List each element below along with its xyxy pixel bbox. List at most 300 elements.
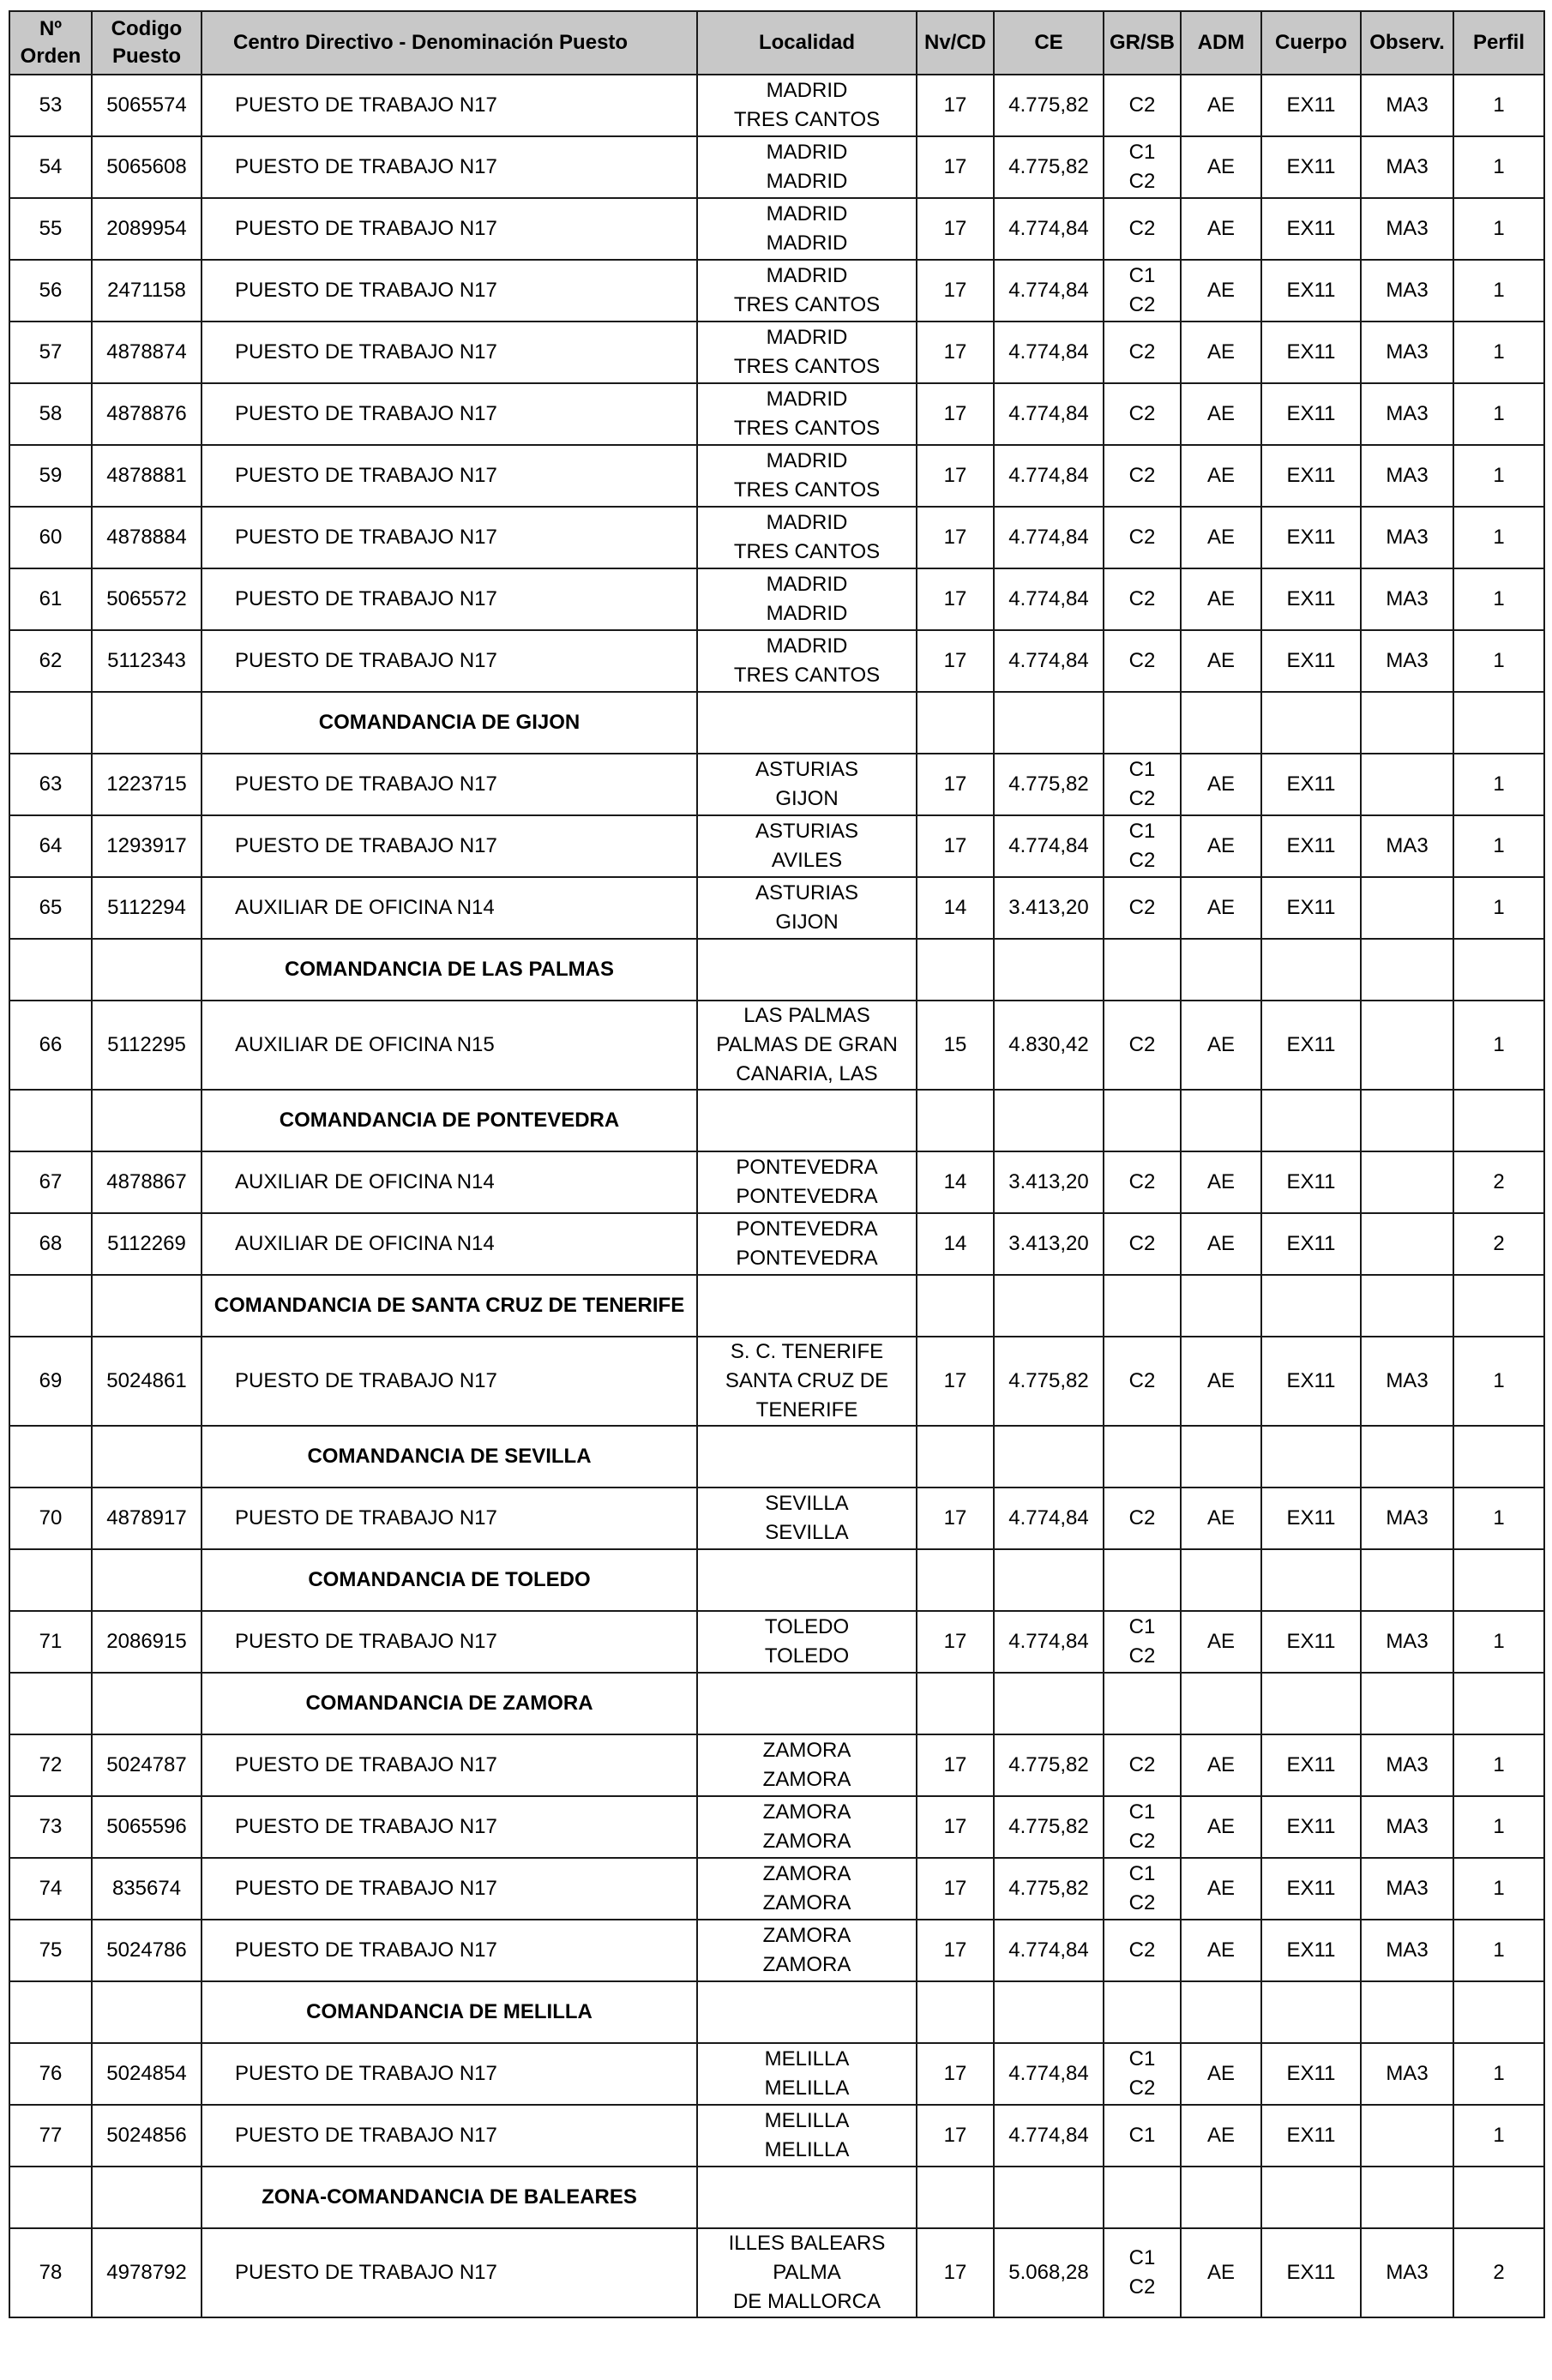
table-row bbox=[9, 445, 1544, 507]
cell-observ: MA3 bbox=[1361, 630, 1453, 692]
grsb-line: C2 bbox=[1128, 170, 1156, 193]
cell-denominacion: PUESTO DE TRABAJO N17 bbox=[202, 322, 697, 383]
empty-cell bbox=[1453, 1673, 1544, 1734]
table-row bbox=[9, 1337, 1544, 1426]
cell-ce: 4.774,84 bbox=[994, 1611, 1104, 1673]
cell-observ: MA3 bbox=[1361, 1858, 1453, 1920]
cell-grsb bbox=[1104, 136, 1181, 198]
cell-grsb bbox=[1104, 75, 1181, 136]
cell-ce: 4.775,82 bbox=[994, 136, 1104, 198]
cell-codigo: 4978792 bbox=[92, 2228, 202, 2317]
cell-codigo: 4878884 bbox=[92, 507, 202, 568]
col-header-cuerpo: Cuerpo bbox=[1261, 11, 1361, 75]
cell-observ bbox=[1361, 1001, 1453, 1090]
cell-localidad bbox=[697, 2228, 917, 2317]
cell-adm: AE bbox=[1181, 1734, 1261, 1796]
cell-grsb bbox=[1104, 198, 1181, 260]
cell-ce: 4.774,84 bbox=[994, 568, 1104, 630]
cell-denominacion: PUESTO DE TRABAJO N17 bbox=[202, 260, 697, 322]
empty-cell bbox=[1181, 1426, 1261, 1488]
localidad-line: ZAMORA bbox=[762, 1953, 851, 1976]
section-row bbox=[9, 1549, 1544, 1611]
empty-cell bbox=[994, 939, 1104, 1001]
cell-nvcd: 17 bbox=[917, 1337, 994, 1426]
empty-cell bbox=[917, 1275, 994, 1337]
cell-orden: 61 bbox=[9, 568, 92, 630]
cell-nvcd: 17 bbox=[917, 507, 994, 568]
cell-perfil: 1 bbox=[1453, 1734, 1544, 1796]
cell-orden: 66 bbox=[9, 1001, 92, 1090]
localidad-line: TRES CANTOS bbox=[733, 293, 881, 316]
grsb-line: C2 bbox=[1128, 93, 1156, 117]
cell-ce: 4.774,84 bbox=[994, 322, 1104, 383]
cell-perfil: 1 bbox=[1453, 322, 1544, 383]
cell-adm: AE bbox=[1181, 568, 1261, 630]
cell-grsb bbox=[1104, 1734, 1181, 1796]
cell-perfil: 1 bbox=[1453, 2043, 1544, 2105]
empty-cell bbox=[1181, 1981, 1261, 2043]
cell-adm: AE bbox=[1181, 445, 1261, 507]
cell-nvcd: 17 bbox=[917, 445, 994, 507]
cell-cuerpo: EX11 bbox=[1261, 1151, 1361, 1213]
empty-cell bbox=[1453, 1090, 1544, 1151]
cell-orden: 72 bbox=[9, 1734, 92, 1796]
localidad-line: MADRID bbox=[766, 141, 848, 164]
localidad-line: MELILLA bbox=[764, 2109, 850, 2132]
cell-grsb bbox=[1104, 1151, 1181, 1213]
cell-orden: 57 bbox=[9, 322, 92, 383]
localidad-line: MADRID bbox=[766, 449, 848, 472]
cell-denominacion: PUESTO DE TRABAJO N17 bbox=[202, 2228, 697, 2317]
cell-codigo: 5024854 bbox=[92, 2043, 202, 2105]
grsb-line: C1 bbox=[1128, 820, 1156, 843]
cell-denominacion: PUESTO DE TRABAJO N17 bbox=[202, 1796, 697, 1858]
grsb-line: C2 bbox=[1128, 1891, 1156, 1914]
empty-cell bbox=[1361, 1275, 1453, 1337]
table-row bbox=[9, 815, 1544, 877]
cell-observ: MA3 bbox=[1361, 2043, 1453, 2105]
cell-grsb bbox=[1104, 445, 1181, 507]
cell-cuerpo: EX11 bbox=[1261, 383, 1361, 445]
empty-cell bbox=[697, 1549, 917, 1611]
cell-denominacion: PUESTO DE TRABAJO N17 bbox=[202, 1337, 697, 1426]
empty-cell bbox=[917, 939, 994, 1001]
cell-nvcd: 17 bbox=[917, 2105, 994, 2167]
empty-cell bbox=[1361, 1981, 1453, 2043]
section-row bbox=[9, 1426, 1544, 1488]
cell-nvcd: 17 bbox=[917, 136, 994, 198]
localidad-line: CANARIA, LAS bbox=[736, 1062, 878, 1085]
cell-grsb bbox=[1104, 877, 1181, 939]
empty-cell bbox=[994, 1275, 1104, 1337]
cell-perfil: 2 bbox=[1453, 1151, 1544, 1213]
cell-observ: MA3 bbox=[1361, 1796, 1453, 1858]
empty-cell bbox=[92, 1981, 202, 2043]
cell-localidad bbox=[697, 1611, 917, 1673]
empty-cell bbox=[994, 1673, 1104, 1734]
cell-denominacion: PUESTO DE TRABAJO N17 bbox=[202, 815, 697, 877]
cell-ce: 4.774,84 bbox=[994, 445, 1104, 507]
cell-cuerpo: EX11 bbox=[1261, 198, 1361, 260]
empty-cell bbox=[1104, 1426, 1181, 1488]
cell-localidad bbox=[697, 877, 917, 939]
cell-ce: 4.830,42 bbox=[994, 1001, 1104, 1090]
localidad-line: TOLEDO bbox=[764, 1615, 850, 1638]
col-header-orden: Nº Orden bbox=[9, 11, 92, 75]
cell-codigo: 1223715 bbox=[92, 754, 202, 815]
empty-cell bbox=[994, 692, 1104, 754]
empty-cell bbox=[1453, 1275, 1544, 1337]
empty-cell bbox=[994, 1426, 1104, 1488]
empty-cell bbox=[697, 1981, 917, 2043]
cell-observ: MA3 bbox=[1361, 568, 1453, 630]
cell-denominacion: PUESTO DE TRABAJO N17 bbox=[202, 1611, 697, 1673]
grsb-line: C2 bbox=[1128, 464, 1156, 487]
cell-observ bbox=[1361, 754, 1453, 815]
cell-codigo: 4878874 bbox=[92, 322, 202, 383]
empty-cell bbox=[1361, 1549, 1453, 1611]
cell-codigo: 5024856 bbox=[92, 2105, 202, 2167]
empty-cell bbox=[1453, 1426, 1544, 1488]
cell-perfil: 1 bbox=[1453, 1488, 1544, 1549]
empty-cell bbox=[697, 939, 917, 1001]
cell-observ: MA3 bbox=[1361, 322, 1453, 383]
cell-orden: 60 bbox=[9, 507, 92, 568]
cell-orden: 54 bbox=[9, 136, 92, 198]
empty-cell bbox=[92, 692, 202, 754]
cell-observ: MA3 bbox=[1361, 136, 1453, 198]
grsb-line: C2 bbox=[1128, 2076, 1156, 2100]
cell-perfil: 2 bbox=[1453, 1213, 1544, 1275]
cell-nvcd: 14 bbox=[917, 1213, 994, 1275]
cell-localidad bbox=[697, 322, 917, 383]
empty-cell bbox=[1104, 939, 1181, 1001]
cell-localidad bbox=[697, 1151, 917, 1213]
cell-perfil: 1 bbox=[1453, 136, 1544, 198]
grsb-line: C2 bbox=[1128, 787, 1156, 810]
empty-cell bbox=[697, 2167, 917, 2228]
cell-localidad bbox=[697, 2105, 917, 2167]
cell-grsb bbox=[1104, 1796, 1181, 1858]
localidad-line: ILLES BALEARS PALMA bbox=[728, 2232, 886, 2284]
localidad-line: GIJON bbox=[775, 911, 839, 934]
cell-cuerpo: EX11 bbox=[1261, 75, 1361, 136]
cell-denominacion: PUESTO DE TRABAJO N17 bbox=[202, 198, 697, 260]
cell-orden: 53 bbox=[9, 75, 92, 136]
cell-orden: 75 bbox=[9, 1920, 92, 1981]
col-header-ce: CE bbox=[994, 11, 1104, 75]
localidad-line: MADRID bbox=[766, 231, 848, 255]
cell-cuerpo: EX11 bbox=[1261, 1920, 1361, 1981]
cell-observ: MA3 bbox=[1361, 383, 1453, 445]
cell-cuerpo: EX11 bbox=[1261, 754, 1361, 815]
table-body bbox=[9, 75, 1544, 2317]
empty-cell bbox=[1181, 2167, 1261, 2228]
empty-cell bbox=[1361, 939, 1453, 1001]
cell-nvcd: 17 bbox=[917, 1858, 994, 1920]
cell-adm: AE bbox=[1181, 383, 1261, 445]
table-row bbox=[9, 322, 1544, 383]
cell-observ: MA3 bbox=[1361, 75, 1453, 136]
cell-ce: 4.774,84 bbox=[994, 1920, 1104, 1981]
cell-localidad bbox=[697, 198, 917, 260]
cell-denominacion: PUESTO DE TRABAJO N17 bbox=[202, 568, 697, 630]
cell-adm: AE bbox=[1181, 1796, 1261, 1858]
cell-adm: AE bbox=[1181, 260, 1261, 322]
empty-cell bbox=[92, 1673, 202, 1734]
col-header-denominacion: Centro Directivo - Denominación Puesto bbox=[202, 11, 697, 75]
grsb-line: C2 bbox=[1128, 340, 1156, 364]
grsb-line: C2 bbox=[1128, 1644, 1156, 1668]
empty-cell bbox=[697, 692, 917, 754]
table-row bbox=[9, 1796, 1544, 1858]
cell-observ: MA3 bbox=[1361, 1734, 1453, 1796]
cell-denominacion: AUXILIAR DE OFICINA N14 bbox=[202, 1213, 697, 1275]
cell-denominacion: AUXILIAR DE OFICINA N15 bbox=[202, 1001, 697, 1090]
localidad-line: MADRID bbox=[766, 326, 848, 349]
localidad-line: MADRID bbox=[766, 202, 848, 225]
empty-cell bbox=[1104, 1673, 1181, 1734]
cell-cuerpo: EX11 bbox=[1261, 568, 1361, 630]
cell-observ: MA3 bbox=[1361, 1611, 1453, 1673]
empty-cell bbox=[1181, 1673, 1261, 1734]
cell-orden: 63 bbox=[9, 754, 92, 815]
localidad-line: ZAMORA bbox=[762, 1768, 851, 1791]
empty-cell bbox=[917, 692, 994, 754]
cell-grsb bbox=[1104, 507, 1181, 568]
cell-perfil: 1 bbox=[1453, 1920, 1544, 1981]
cell-perfil: 1 bbox=[1453, 445, 1544, 507]
cell-cuerpo: EX11 bbox=[1261, 1611, 1361, 1673]
cell-nvcd: 15 bbox=[917, 1001, 994, 1090]
cell-ce: 3.413,20 bbox=[994, 1213, 1104, 1275]
cell-adm: AE bbox=[1181, 1920, 1261, 1981]
cell-orden: 73 bbox=[9, 1796, 92, 1858]
cell-codigo: 2089954 bbox=[92, 198, 202, 260]
cell-adm: AE bbox=[1181, 1858, 1261, 1920]
empty-cell bbox=[1181, 1549, 1261, 1611]
cell-cuerpo: EX11 bbox=[1261, 136, 1361, 198]
table-row bbox=[9, 507, 1544, 568]
empty-cell bbox=[1361, 1673, 1453, 1734]
cell-ce: 4.774,84 bbox=[994, 630, 1104, 692]
localidad-line: DE MALLORCA bbox=[732, 2290, 881, 2313]
localidad-line: MELILLA bbox=[764, 2047, 850, 2070]
cell-orden: 74 bbox=[9, 1858, 92, 1920]
cell-adm: AE bbox=[1181, 2228, 1261, 2317]
grsb-line: C1 bbox=[1128, 2246, 1156, 2269]
section-row bbox=[9, 692, 1544, 754]
empty-cell bbox=[1453, 692, 1544, 754]
cell-adm: AE bbox=[1181, 1213, 1261, 1275]
cell-ce: 4.774,84 bbox=[994, 2105, 1104, 2167]
cell-cuerpo: EX11 bbox=[1261, 1734, 1361, 1796]
cell-cuerpo: EX11 bbox=[1261, 877, 1361, 939]
localidad-line: GIJON bbox=[775, 787, 839, 810]
section-title: COMANDANCIA DE PONTEVEDRA bbox=[202, 1090, 697, 1151]
cell-denominacion: PUESTO DE TRABAJO N17 bbox=[202, 1488, 697, 1549]
localidad-line: ASTURIAS bbox=[755, 820, 859, 843]
cell-denominacion: PUESTO DE TRABAJO N17 bbox=[202, 1734, 697, 1796]
localidad-line: ZAMORA bbox=[762, 1739, 851, 1762]
empty-cell bbox=[92, 1426, 202, 1488]
header-row bbox=[9, 11, 1544, 75]
cell-ce: 4.775,82 bbox=[994, 754, 1104, 815]
cell-grsb bbox=[1104, 2105, 1181, 2167]
empty-cell bbox=[1104, 1090, 1181, 1151]
cell-ce: 4.774,84 bbox=[994, 260, 1104, 322]
cell-localidad bbox=[697, 568, 917, 630]
localidad-line: MELILLA bbox=[764, 2138, 850, 2161]
cell-localidad bbox=[697, 1488, 917, 1549]
cell-nvcd: 17 bbox=[917, 260, 994, 322]
cell-cuerpo: EX11 bbox=[1261, 260, 1361, 322]
cell-localidad bbox=[697, 815, 917, 877]
localidad-line: SANTA CRUZ DE bbox=[725, 1369, 889, 1392]
cell-ce: 4.774,84 bbox=[994, 1488, 1104, 1549]
empty-cell bbox=[1181, 692, 1261, 754]
section-title: COMANDANCIA DE TOLEDO bbox=[202, 1549, 697, 1611]
cell-adm: AE bbox=[1181, 1151, 1261, 1213]
localidad-line: TRES CANTOS bbox=[733, 355, 881, 378]
cell-cuerpo: EX11 bbox=[1261, 322, 1361, 383]
cell-ce: 4.775,82 bbox=[994, 1337, 1104, 1426]
localidad-line: MADRID bbox=[766, 388, 848, 411]
cell-denominacion: AUXILIAR DE OFICINA N14 bbox=[202, 1151, 697, 1213]
table-row bbox=[9, 1213, 1544, 1275]
cell-perfil: 1 bbox=[1453, 1001, 1544, 1090]
table-row bbox=[9, 877, 1544, 939]
col-header-codigo: Codigo Puesto bbox=[92, 11, 202, 75]
localidad-line: MELILLA bbox=[764, 2076, 850, 2100]
empty-cell bbox=[917, 1673, 994, 1734]
empty-cell bbox=[917, 1090, 994, 1151]
cell-cuerpo: EX11 bbox=[1261, 815, 1361, 877]
cell-perfil: 2 bbox=[1453, 2228, 1544, 2317]
localidad-line: MADRID bbox=[766, 602, 848, 625]
cell-perfil: 1 bbox=[1453, 383, 1544, 445]
cell-adm: AE bbox=[1181, 322, 1261, 383]
cell-perfil: 1 bbox=[1453, 75, 1544, 136]
cell-nvcd: 17 bbox=[917, 1611, 994, 1673]
empty-cell bbox=[1453, 1981, 1544, 2043]
empty-cell bbox=[994, 1981, 1104, 2043]
empty-cell bbox=[697, 1426, 917, 1488]
cell-adm: AE bbox=[1181, 75, 1261, 136]
table-row bbox=[9, 1151, 1544, 1213]
cell-codigo: 5024787 bbox=[92, 1734, 202, 1796]
section-row bbox=[9, 1275, 1544, 1337]
cell-cuerpo: EX11 bbox=[1261, 2043, 1361, 2105]
cell-codigo: 2086915 bbox=[92, 1611, 202, 1673]
cell-nvcd: 17 bbox=[917, 568, 994, 630]
localidad-line: SEVILLA bbox=[765, 1521, 849, 1544]
cell-grsb bbox=[1104, 815, 1181, 877]
grsb-line: C2 bbox=[1128, 2275, 1156, 2299]
col-header-nvcd: Nv/CD bbox=[917, 11, 994, 75]
localidad-line: PONTEVEDRA bbox=[736, 1217, 878, 1241]
cell-grsb bbox=[1104, 1611, 1181, 1673]
cell-nvcd: 17 bbox=[917, 75, 994, 136]
cell-observ bbox=[1361, 1151, 1453, 1213]
cell-adm: AE bbox=[1181, 136, 1261, 198]
cell-adm: AE bbox=[1181, 815, 1261, 877]
cell-perfil: 1 bbox=[1453, 1796, 1544, 1858]
empty-cell bbox=[9, 1549, 92, 1611]
section-row bbox=[9, 939, 1544, 1001]
cell-adm: AE bbox=[1181, 1488, 1261, 1549]
grsb-line: C1 bbox=[1128, 2047, 1156, 2070]
cell-grsb bbox=[1104, 322, 1181, 383]
empty-cell bbox=[92, 2167, 202, 2228]
table-row bbox=[9, 754, 1544, 815]
cell-localidad bbox=[697, 1858, 917, 1920]
cell-perfil: 1 bbox=[1453, 198, 1544, 260]
table-row bbox=[9, 75, 1544, 136]
empty-cell bbox=[1361, 1090, 1453, 1151]
cell-perfil: 1 bbox=[1453, 1611, 1544, 1673]
cell-codigo: 5065574 bbox=[92, 75, 202, 136]
empty-cell bbox=[1261, 1090, 1361, 1151]
empty-cell bbox=[1361, 692, 1453, 754]
cell-denominacion: PUESTO DE TRABAJO N17 bbox=[202, 2043, 697, 2105]
cell-perfil: 1 bbox=[1453, 877, 1544, 939]
cell-observ: MA3 bbox=[1361, 815, 1453, 877]
cell-orden: 64 bbox=[9, 815, 92, 877]
cell-observ: MA3 bbox=[1361, 507, 1453, 568]
section-row bbox=[9, 1090, 1544, 1151]
cell-orden: 76 bbox=[9, 2043, 92, 2105]
localidad-line: ZAMORA bbox=[762, 1862, 851, 1885]
localidad-line: TRES CANTOS bbox=[733, 664, 881, 687]
empty-cell bbox=[1261, 1549, 1361, 1611]
empty-cell bbox=[1453, 1549, 1544, 1611]
cell-ce: 4.774,84 bbox=[994, 2043, 1104, 2105]
cell-grsb bbox=[1104, 1213, 1181, 1275]
localidad-line: PONTEVEDRA bbox=[736, 1156, 878, 1179]
localidad-line: TRES CANTOS bbox=[733, 417, 881, 440]
table-row bbox=[9, 136, 1544, 198]
cell-adm: AE bbox=[1181, 1337, 1261, 1426]
cell-codigo: 5112269 bbox=[92, 1213, 202, 1275]
cell-grsb bbox=[1104, 1337, 1181, 1426]
empty-cell bbox=[917, 2167, 994, 2228]
empty-cell bbox=[92, 1275, 202, 1337]
cell-perfil: 1 bbox=[1453, 1337, 1544, 1426]
cell-observ: MA3 bbox=[1361, 445, 1453, 507]
table-row bbox=[9, 1488, 1544, 1549]
empty-cell bbox=[92, 1549, 202, 1611]
cell-perfil: 1 bbox=[1453, 815, 1544, 877]
empty-cell bbox=[1181, 939, 1261, 1001]
grsb-line: C2 bbox=[1128, 402, 1156, 425]
table-row bbox=[9, 1858, 1544, 1920]
cell-observ: MA3 bbox=[1361, 2228, 1453, 2317]
empty-cell bbox=[994, 1549, 1104, 1611]
table-row bbox=[9, 2228, 1544, 2317]
empty-cell bbox=[9, 1090, 92, 1151]
cell-perfil: 1 bbox=[1453, 754, 1544, 815]
cell-denominacion: PUESTO DE TRABAJO N17 bbox=[202, 630, 697, 692]
cell-localidad bbox=[697, 507, 917, 568]
cell-perfil: 1 bbox=[1453, 568, 1544, 630]
empty-cell bbox=[9, 1673, 92, 1734]
localidad-line: MADRID bbox=[766, 170, 848, 193]
empty-cell bbox=[1261, 2167, 1361, 2228]
grsb-line: C1 bbox=[1128, 758, 1156, 781]
cell-adm: AE bbox=[1181, 1001, 1261, 1090]
grsb-line: C2 bbox=[1128, 849, 1156, 872]
